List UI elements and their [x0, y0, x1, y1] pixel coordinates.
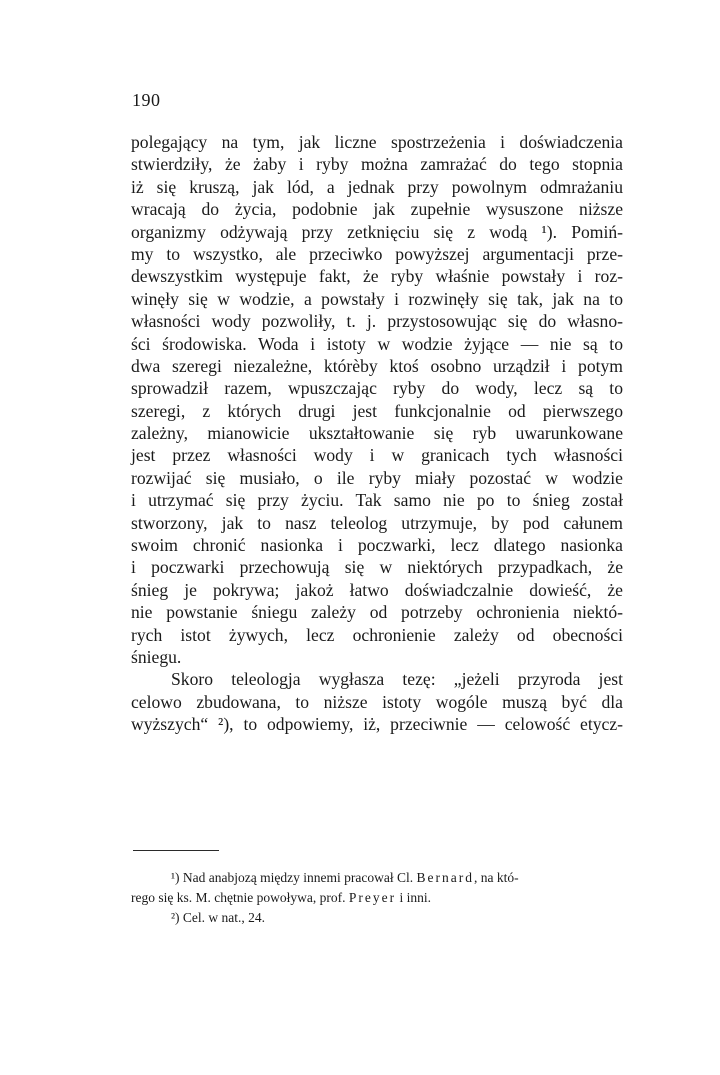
text-line: śnieg je pokrywa; jakoż łatwo doświadczalnie dowieść, że: [131, 579, 623, 600]
footnote-1-line-2: [131, 888, 623, 908]
text-line: organizmy odżywają przy zetknięciu się z wodą ¹). Pomiń-: [131, 221, 623, 242]
footnote-text: , na któ-: [473, 870, 519, 885]
paragraph-start-line: Skoro teleologja wygłasza tezę: „jeżeli przyroda jest: [171, 669, 623, 690]
text-line: polegający na tym, jak liczne spostrzeżenia i doświadczenia: [131, 132, 623, 152]
text-line: rozwijać się musiało, o ile ryby miały pozostać w wodzie: [131, 467, 623, 488]
text-line: my to wszystko, ale przeciwko powyższej argumentacji prze-: [131, 243, 623, 264]
footnote-2: ²) Cel. w nat., 24.: [171, 910, 266, 925]
text-line: jest przez własności wody i w granicach tych własności: [131, 445, 623, 466]
text-line: dewszystkim występuje fakt, że ryby właśnie powstały i roz-: [131, 266, 623, 287]
footnote-text: rego się ks. M. chętnie powoływa, prof.: [131, 890, 349, 905]
footnote-divider: [133, 850, 219, 851]
text-line: własności wody pozwoliły, t. j. przystosowując się do własno-: [131, 311, 623, 332]
footnotes: [131, 868, 623, 928]
text-line: śniegu.: [131, 646, 182, 667]
text-line: sprowadził razem, wpuszczając ryby do wody, lecz są to: [131, 378, 623, 399]
text-line: zależny, mianowicie ukształtowanie się ryb uwarunkowane: [131, 423, 623, 444]
page-number: 190: [132, 90, 161, 110]
footnote-author-name: Preyer: [348, 890, 397, 905]
text-line: celowo zbudowana, to niższe istoty wogóle muszą być dla: [131, 691, 623, 712]
footnote-1-line-1: [131, 868, 623, 888]
footnote-text: ¹) Nad anabjozą między innemi pracował Cl.: [171, 870, 417, 885]
footnote-text: i inni.: [396, 890, 431, 905]
text-line: nie powstanie śniegu zależy od potrzeby ochronienia niektó-: [131, 602, 623, 623]
footnote-author-name: Bernard: [416, 870, 474, 885]
text-line: iż się kruszą, jak lód, a jednak przy powolnym odmrażaniu: [131, 176, 623, 197]
text-line: wyższych“ ²), to odpowiemy, iż, przeciwnie — celowość etycz-: [131, 714, 623, 735]
text-line: wracają do życia, podobnie jak zupełnie wysuszone niższe: [131, 199, 623, 220]
text-line: dwa szeregi niezależne, którèby ktoś osobno urządził i potym: [131, 355, 623, 376]
text-line: i poczwarki przechowują się w niektórych przypadkach, że: [131, 557, 623, 578]
body-text: [131, 131, 623, 736]
text-line: swoim chronić nasionka i poczwarki, lecz dlatego nasionka: [131, 535, 623, 556]
text-line: ści środowiska. Woda i istoty w wodzie żyjące — nie są to: [131, 333, 623, 354]
text-line: stworzony, jak to nasz teleolog utrzymuje, by pod całunem: [131, 512, 623, 533]
text-line: szeregi, z których drugi jest funkcjonalnie od pierwszego: [131, 400, 623, 421]
text-line: rych istot żywych, lecz ochronienie zależy od obecności: [131, 624, 623, 645]
text-line: stwierdziły, że żaby i ryby można zamrażać do tego stopnia: [131, 154, 623, 175]
text-line: winęły się w wodzie, a powstały i rozwinęły się tak, jak na to: [131, 288, 623, 309]
text-line: i utrzymać się przy życiu. Tak samo nie po to śnieg został: [131, 490, 623, 511]
